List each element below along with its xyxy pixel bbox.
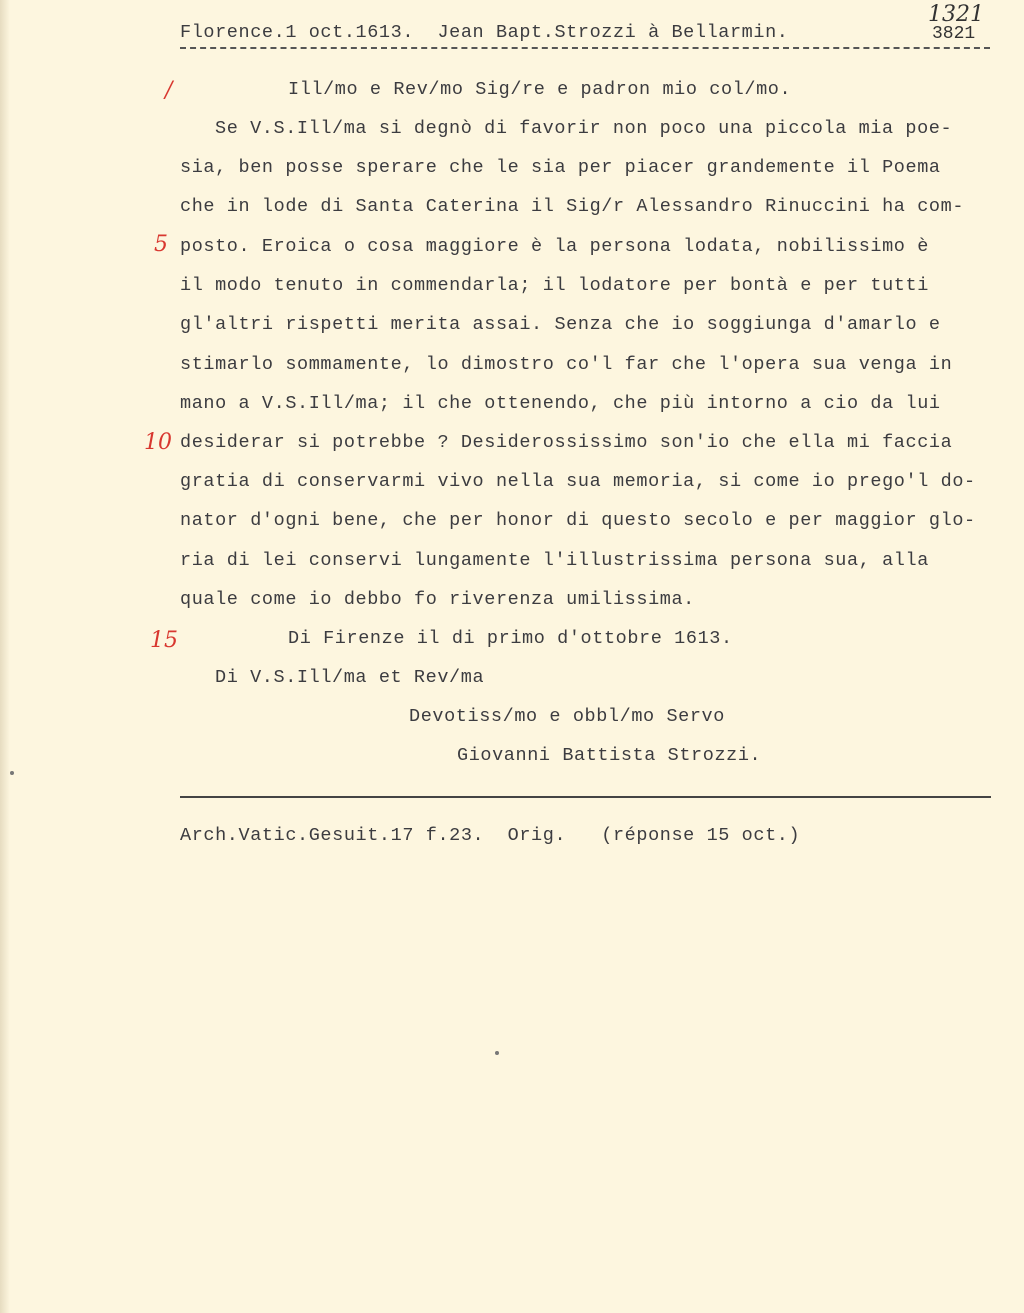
margin-line-number-1: /	[165, 78, 173, 103]
body-line: gl'altri rispetti merita assai. Senza che io soggiunga d'amarlo e	[180, 314, 941, 335]
body-line: mano a V.S.Ill/ma; il che ottenendo, che più intorno a cio da lui	[180, 393, 941, 414]
typed-page-number: 3821	[932, 24, 976, 44]
body-line: gratia di conservarmi vivo nella sua memoria, si come io prego'l do-	[180, 471, 976, 492]
body-line: posto. Eroica o cosa maggiore è la persona lodata, nobilissimo è	[180, 236, 929, 257]
handwritten-page-number: 1321	[928, 2, 984, 27]
document-header: Florence.1 oct.1613. Jean Bapt.Strozzi à Bellarmin.	[180, 22, 789, 43]
body-line: desiderar si potrebbe ? Desiderossissimo son'io che ella mi faccia	[180, 432, 953, 453]
page-edge-shadow	[0, 0, 10, 1313]
body-line: che in lode di Santa Caterina il Sig/r Alessandro Rinuccini ha com-	[180, 196, 965, 217]
footer-rule	[180, 796, 991, 798]
margin-line-number-10: 10	[144, 430, 172, 455]
margin-line-number-5: 5	[154, 232, 168, 257]
body-line: il modo tenuto in commendarla; il lodatore per bontà e per tutti	[180, 275, 929, 296]
letter-closing: Devotiss/mo e obbl/mo Servo	[409, 706, 725, 727]
letter-address: Di V.S.Ill/ma et Rev/ma	[215, 667, 485, 688]
body-line: quale come io debbo fo riverenza umilissima.	[180, 589, 695, 610]
body-line: nator d'ogni bene, che per honor di questo secolo e per maggior glo-	[180, 510, 976, 531]
body-line: ria di lei conservi lungamente l'illustrissima persona sua, alla	[180, 550, 929, 571]
header-dashed-divider	[180, 47, 990, 49]
paper-speck	[495, 1051, 499, 1055]
letter-salutation: Ill/mo e Rev/mo Sig/re e padron mio col/mo.	[288, 79, 792, 100]
body-line: stimarlo sommamente, lo dimostro co'l far che l'opera sua venga in	[180, 354, 953, 375]
archive-reference: Arch.Vatic.Gesuit.17 f.23. Orig. (réponse 15 oct.)	[180, 825, 801, 846]
margin-line-number-15: 15	[150, 628, 178, 653]
paper-speck	[10, 771, 14, 775]
letter-date-line: Di Firenze il di primo d'ottobre 1613.	[288, 628, 733, 649]
body-line: Se V.S.Ill/ma si degnò di favorir non poco una piccola mia poe-	[215, 118, 953, 139]
letter-signature: Giovanni Battista Strozzi.	[457, 745, 762, 766]
body-line: sia, ben posse sperare che le sia per piacer grandemente il Poema	[180, 157, 941, 178]
